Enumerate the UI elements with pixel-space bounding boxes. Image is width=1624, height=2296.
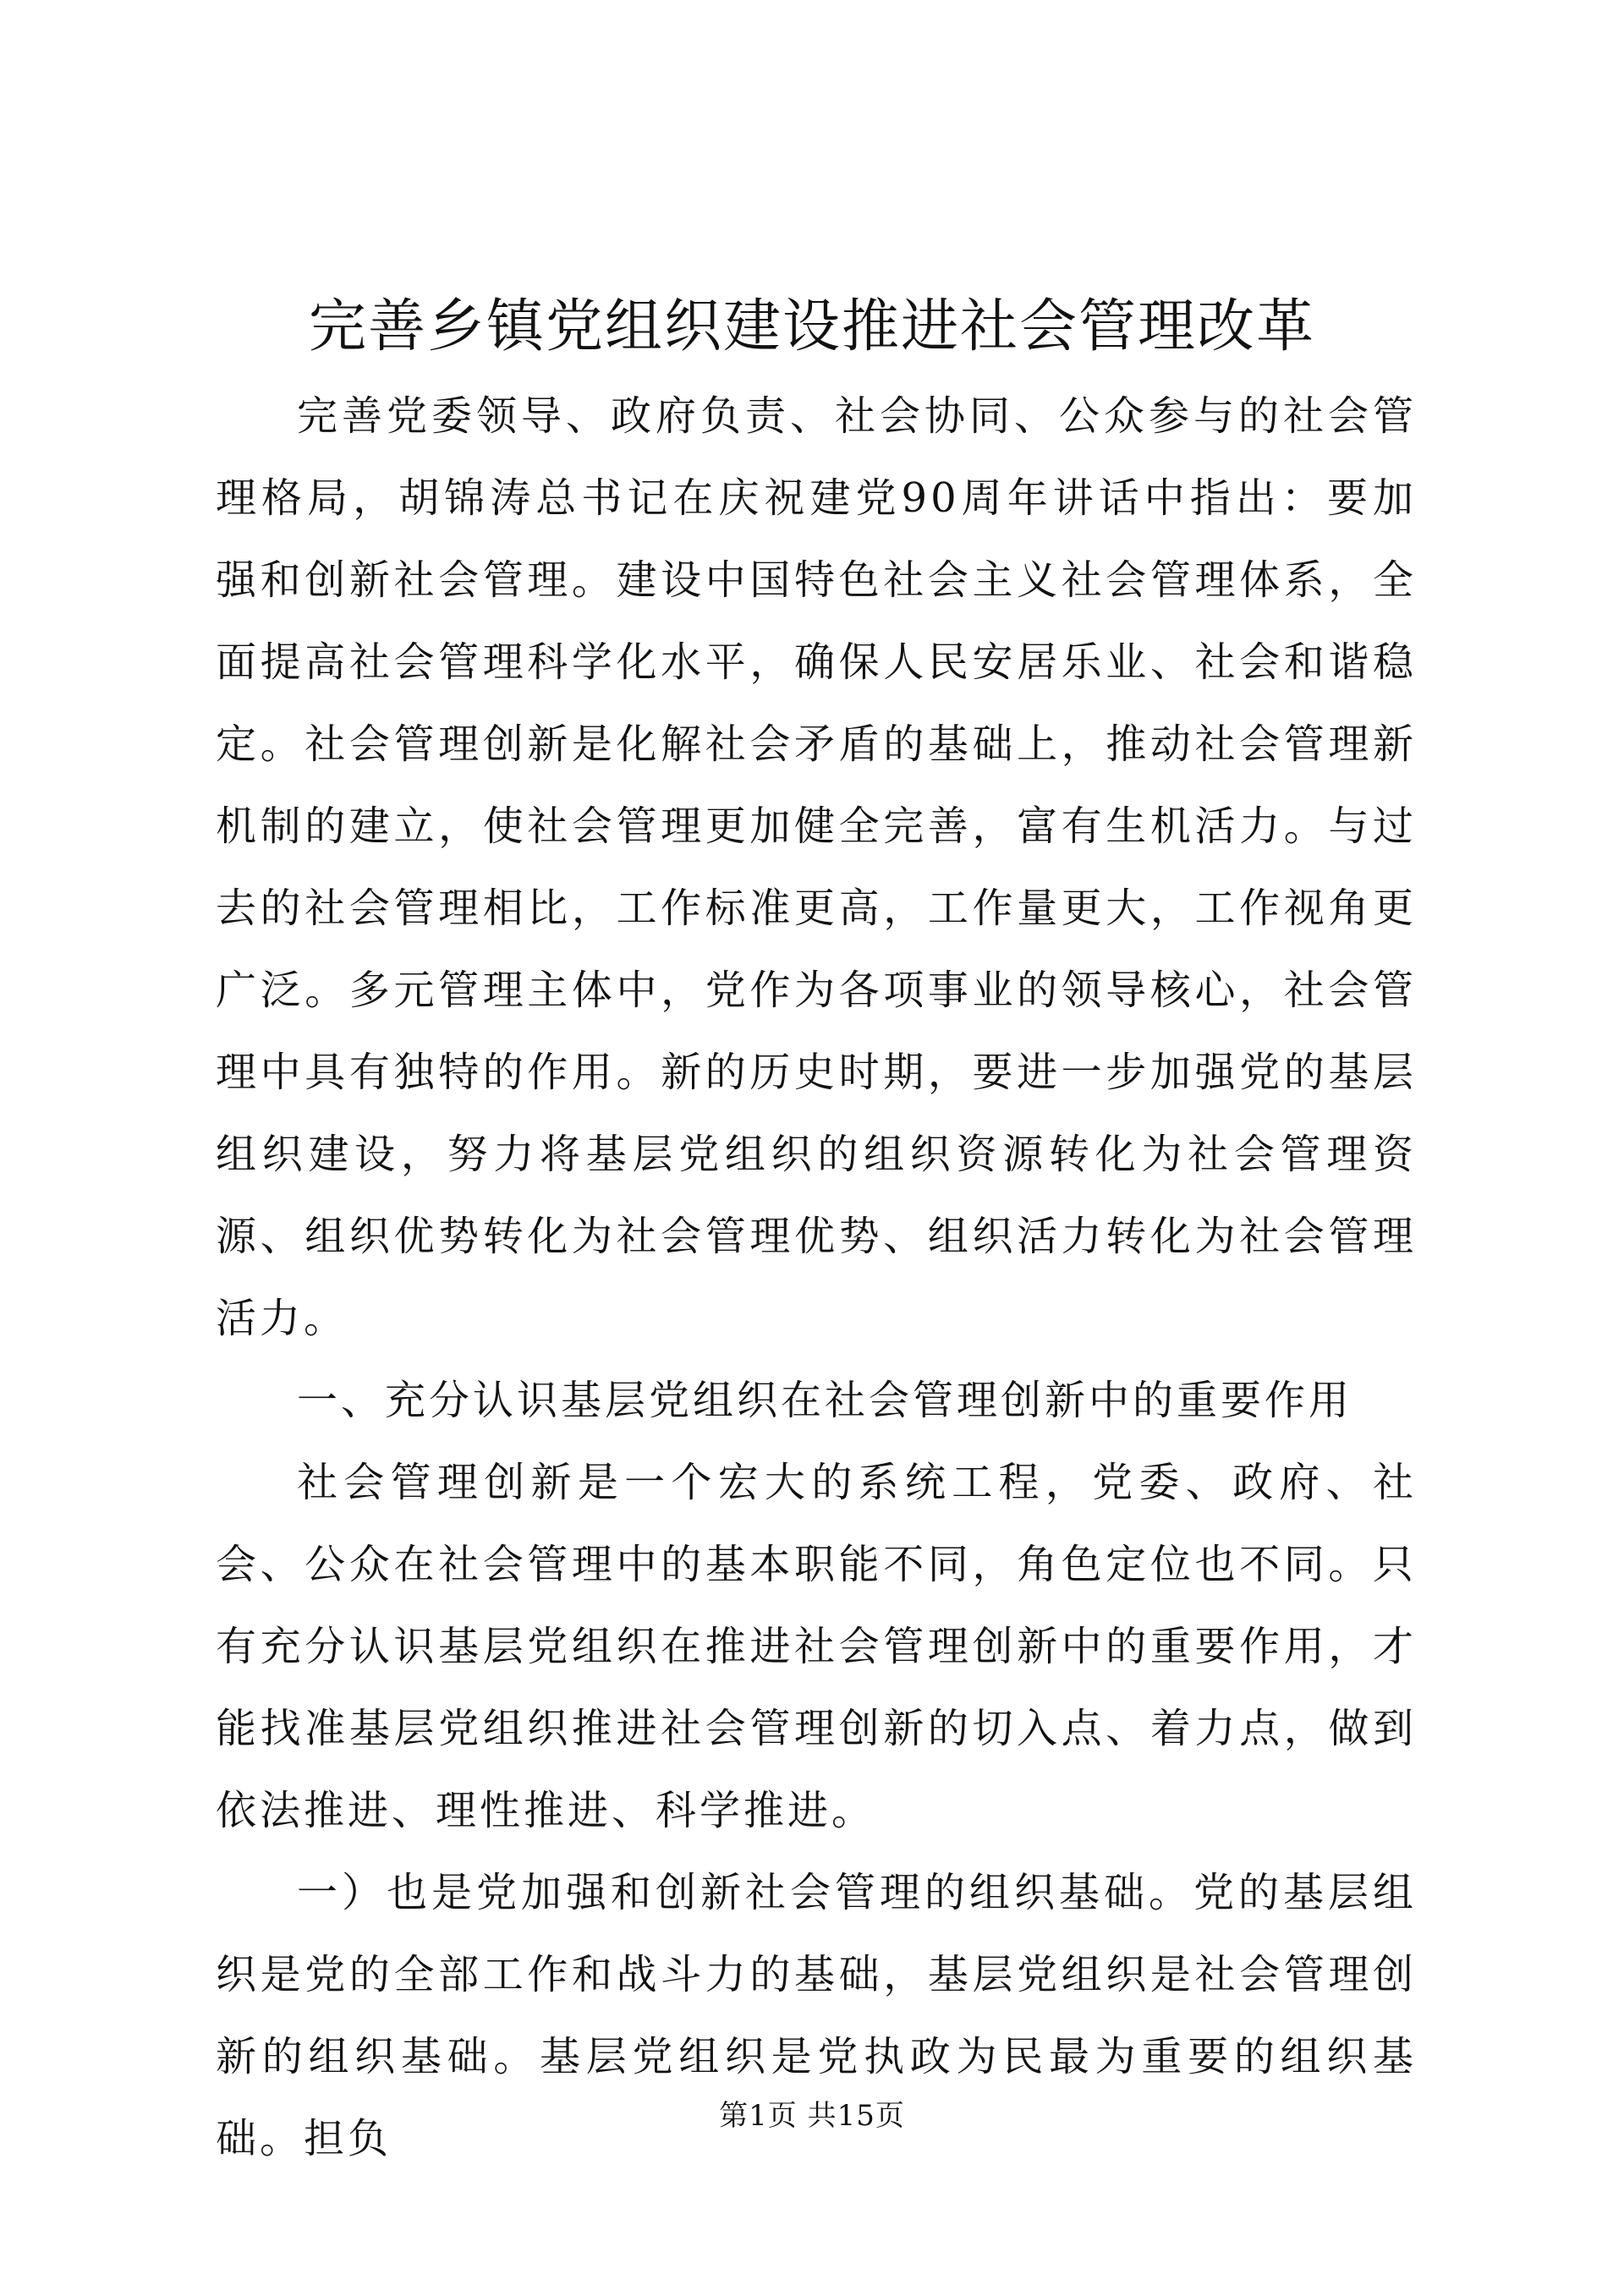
document-title: 完善乡镇党组织建设推进社会管理改革 bbox=[308, 293, 1315, 360]
page-number-footer: 第1页 共15页 bbox=[719, 2099, 905, 2133]
document-body bbox=[216, 375, 1417, 2180]
paragraph-section-intro: 社会管理创新是一个宏大的系统工程，党委、政府、社会、公众在社会管理中的基本职能不同，角色定位也不同。只有充分认识基层党组织在推进社会管理创新中的重要作用，才能找准基层党组织推进社会管理创新的切入点、着力点，做到依法推进、理性推进、科学推进。 bbox=[216, 1459, 1417, 1834]
section-heading: 一、充分认识基层党组织在社会管理创新中的重要作用 bbox=[297, 1377, 1353, 1424]
paragraph-subsection: 一）也是党加强和创新社会管理的组织基础。党的基层组织是党的全部工作和战斗力的基础，基层党组织是社会管理创新的组织基础。基层党组织是党执政为民最为重要的组织基础。担负 bbox=[216, 1869, 1417, 2162]
paragraph-intro: 完善党委领导、政府负责、社会协同、公众参与的社会管理格局，胡锦涛总书记在庆祝建党90周年讲话中指出：要加强和创新社会管理。建设中国特色社会主义社会管理体系，全面提高社会管理科学化水平，确保人民安居乐业、社会和谐稳定。社会管理创新是化解社会矛盾的基础上，推动社会管理新机制的建立，使社会管理更加健全完善，富有生机活力。与过去的社会管理相比，工作标准更高，工作量更大，工作视角更广泛。多元管理主体中，党作为各项事业的领导核心，社会管理中具有独特的作用。新的历史时期，要进一步加强党的基层组织建设，努力将基层党组织的组织资源转化为社会管理资源、组织优势转化为社会管理优势、组织活力转化为社会管理活力。 bbox=[216, 392, 1417, 1342]
